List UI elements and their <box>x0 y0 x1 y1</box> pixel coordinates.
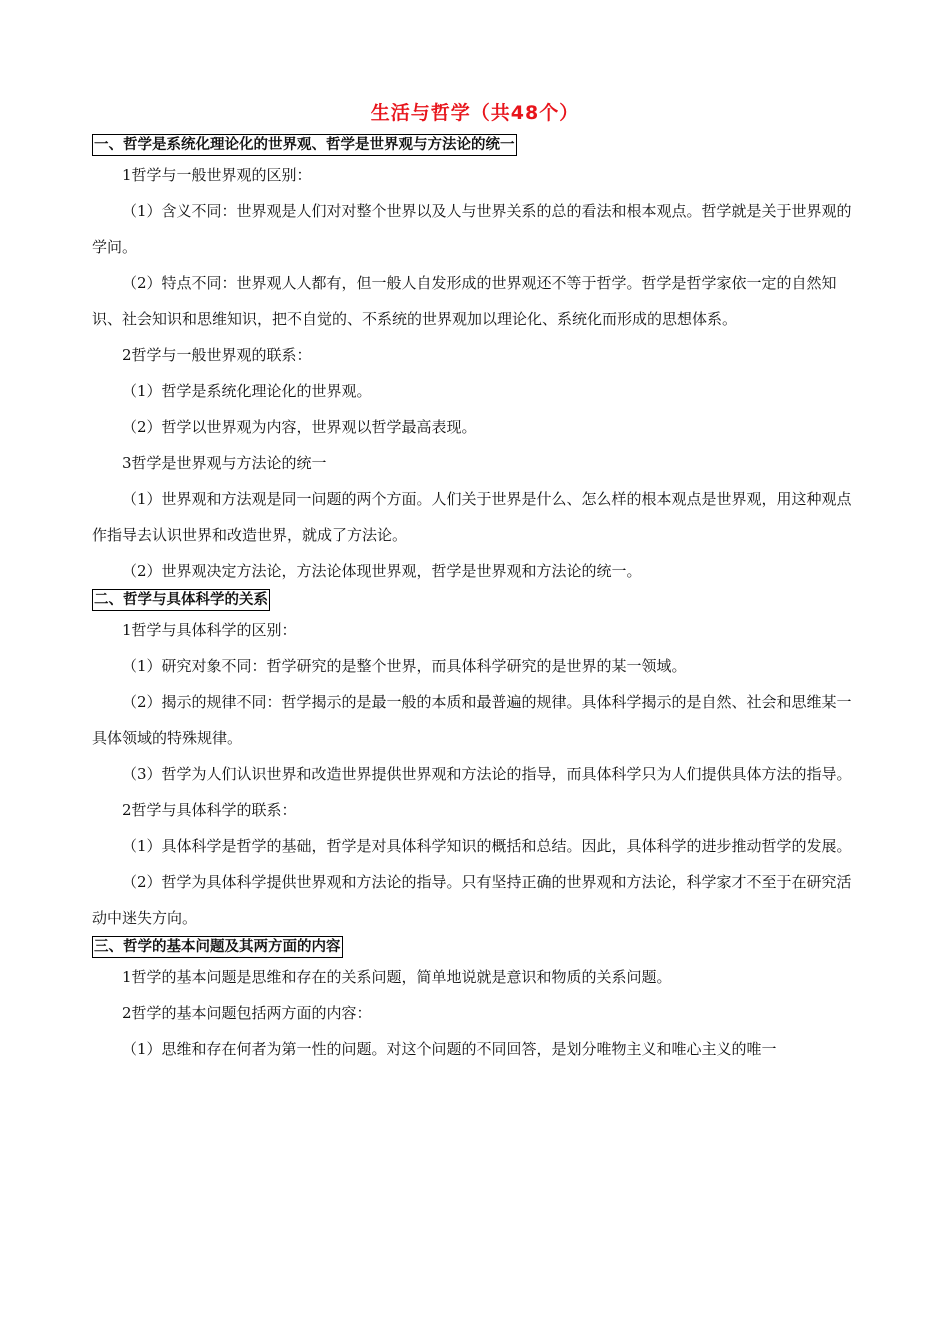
paragraph: （1）哲学是系统化理论化的世界观。 <box>122 382 372 400</box>
paragraph: （1）世界观和方法观是同一问题的两个方面。人们关于世界是什么、怎么样的根本观点是世界观，用这种观点作指导去认识世界和改造世界，就成了方法论。 <box>92 490 852 544</box>
paragraph: （1）研究对象不同：哲学研究的是整个世界，而具体科学研究的是世界的某一领域。 <box>122 657 687 675</box>
subheading: 2哲学的基本问题包括两方面的内容： <box>122 1004 372 1022</box>
subheading: 1哲学与具体科学的区别： <box>122 621 297 639</box>
paragraph: （1）具体科学是哲学的基础，哲学是对具体科学知识的概括和总结。因此，具体科学的进步推动哲学的发展。 <box>122 837 852 855</box>
paragraph: （1）思维和存在何者为第一性的问题。对这个问题的不同回答，是划分唯物主义和唯心主义的唯一 <box>122 1040 777 1058</box>
paragraph: （2）哲学以世界观为内容，世界观以哲学最高表现。 <box>122 418 477 436</box>
section-heading-2: 二、哲学与具体科学的关系 <box>92 589 270 611</box>
subheading: 1哲学与一般世界观的区别： <box>122 166 312 184</box>
document-title: 生活与哲学（共48个） <box>370 102 580 124</box>
subheading: 3哲学是世界观与方法论的统一 <box>122 454 327 472</box>
subheading: 1哲学的基本问题是思维和存在的关系问题，简单地说就是意识和物质的关系问题。 <box>122 968 672 986</box>
section-heading-1: 一、哲学是系统化理论化的世界观、哲学是世界观与方法论的统一 <box>92 134 517 156</box>
paragraph: （1）含义不同：世界观是人们对对整个世界以及人与世界关系的总的看法和根本观点。哲学就是关于世界观的学问。 <box>92 202 852 256</box>
document-body <box>92 134 860 1067</box>
section-heading-3: 三、哲学的基本问题及其两方面的内容 <box>92 936 343 958</box>
paragraph: （3）哲学为人们认识世界和改造世界提供世界观和方法论的指导，而具体科学只为人们提供具体方法的指导。 <box>122 765 852 783</box>
paragraph: （2）特点不同：世界观人人都有，但一般人自发形成的世界观还不等于哲学。哲学是哲学家依一定的自然知识、社会知识和思维知识，把不自觉的、不系统的世界观加以理论化、系统化而形成的思想体系。 <box>92 274 837 328</box>
paragraph: （2）世界观决定方法论，方法论体现世界观，哲学是世界观和方法论的统一。 <box>122 562 642 580</box>
paragraph: （2）哲学为具体科学提供世界观和方法论的指导。只有坚持正确的世界观和方法论，科学家才不至于在研究活动中迷失方向。 <box>92 873 852 927</box>
subheading: 2哲学与具体科学的联系： <box>122 801 297 819</box>
paragraph: （2）揭示的规律不同：哲学揭示的是最一般的本质和最普遍的规律。具体科学揭示的是自然、社会和思维某一具体领域的特殊规律。 <box>92 693 852 747</box>
subheading: 2哲学与一般世界观的联系： <box>122 346 312 364</box>
